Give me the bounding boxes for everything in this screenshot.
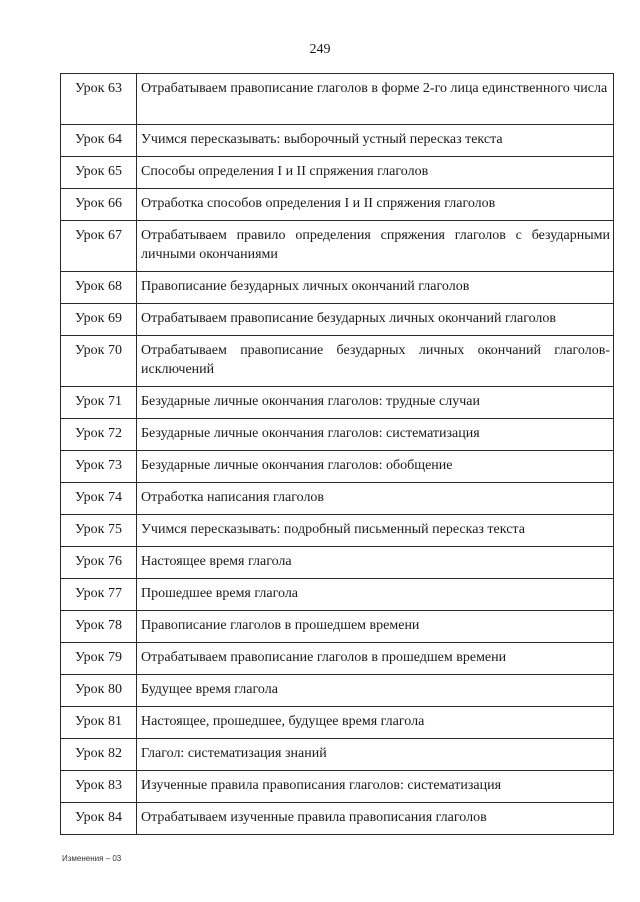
lesson-topic: Настоящее, прошедшее, будущее время глагола	[137, 707, 614, 739]
lesson-topic: Безударные личные окончания глаголов: систематизация	[137, 419, 614, 451]
table-row	[61, 579, 614, 611]
lesson-number: Урок 79	[61, 643, 137, 675]
lesson-topic: Отрабатываем правописание глаголов в прошедшем времени	[137, 643, 614, 675]
lesson-topic: Безударные личные окончания глаголов: обобщение	[137, 451, 614, 483]
lesson-topic: Правописание безударных личных окончаний глаголов	[137, 272, 614, 304]
footer-note: Изменения – 03	[62, 854, 122, 863]
lesson-number: Урок 63	[61, 74, 137, 125]
table-row	[61, 221, 614, 272]
table-row	[61, 387, 614, 419]
lesson-number: Урок 71	[61, 387, 137, 419]
lesson-number: Урок 72	[61, 419, 137, 451]
table-row	[61, 771, 614, 803]
lesson-topic: Прошедшее время глагола	[137, 579, 614, 611]
lesson-number: Урок 66	[61, 189, 137, 221]
table-row	[61, 304, 614, 336]
lesson-topic: Отработка написания глаголов	[137, 483, 614, 515]
lesson-number: Урок 80	[61, 675, 137, 707]
lesson-number: Урок 83	[61, 771, 137, 803]
lesson-topic: Отрабатываем правописание безударных личных окончаний глаголов	[137, 304, 614, 336]
lesson-number: Урок 73	[61, 451, 137, 483]
lesson-number: Урок 67	[61, 221, 137, 272]
table-row	[61, 157, 614, 189]
lesson-number: Урок 64	[61, 125, 137, 157]
lesson-topic: Учимся пересказывать: выборочный устный пересказ текста	[137, 125, 614, 157]
lesson-topic: Изученные правила правописания глаголов: систематизация	[137, 771, 614, 803]
lesson-topic: Отрабатываем правописание глаголов в форме 2-го лица единственного числа	[137, 74, 614, 125]
table-row	[61, 739, 614, 771]
lesson-number: Урок 75	[61, 515, 137, 547]
lesson-number: Урок 82	[61, 739, 137, 771]
lesson-topic: Учимся пересказывать: подробный письменный пересказ текста	[137, 515, 614, 547]
table-row	[61, 547, 614, 579]
lesson-topic: Отрабатываем правописание безударных личных окончаний глаголов-исключений	[137, 336, 614, 387]
lesson-table	[60, 73, 614, 835]
lesson-number: Урок 76	[61, 547, 137, 579]
table-row	[61, 803, 614, 835]
lesson-topic: Отработка способов определения I и II спряжения глаголов	[137, 189, 614, 221]
table-row	[61, 707, 614, 739]
lesson-number: Урок 70	[61, 336, 137, 387]
table-row	[61, 272, 614, 304]
lesson-number: Урок 78	[61, 611, 137, 643]
lesson-number: Урок 65	[61, 157, 137, 189]
page-number: 249	[309, 42, 331, 57]
table-row	[61, 74, 614, 125]
lesson-topic: Отрабатываем правило определения спряжения глаголов с безударными личными окончаниями	[137, 221, 614, 272]
lesson-number: Урок 77	[61, 579, 137, 611]
lesson-topic: Глагол: систематизация знаний	[137, 739, 614, 771]
lesson-topic: Способы определения I и II спряжения глаголов	[137, 157, 614, 189]
table-row	[61, 451, 614, 483]
table-row	[61, 125, 614, 157]
table-row	[61, 419, 614, 451]
lesson-topic: Будущее время глагола	[137, 675, 614, 707]
lesson-number: Урок 69	[61, 304, 137, 336]
lesson-topic: Отрабатываем изученные правила правописания глаголов	[137, 803, 614, 835]
table-row	[61, 643, 614, 675]
table-row	[61, 611, 614, 643]
lesson-number: Урок 81	[61, 707, 137, 739]
lesson-number: Урок 74	[61, 483, 137, 515]
table-row	[61, 483, 614, 515]
lesson-number: Урок 84	[61, 803, 137, 835]
table-row	[61, 189, 614, 221]
table-row	[61, 675, 614, 707]
table-row	[61, 336, 614, 387]
lesson-topic: Правописание глаголов в прошедшем времени	[137, 611, 614, 643]
lesson-topic: Настоящее время глагола	[137, 547, 614, 579]
lesson-number: Урок 68	[61, 272, 137, 304]
lesson-topic: Безударные личные окончания глаголов: трудные случаи	[137, 387, 614, 419]
table-row	[61, 515, 614, 547]
